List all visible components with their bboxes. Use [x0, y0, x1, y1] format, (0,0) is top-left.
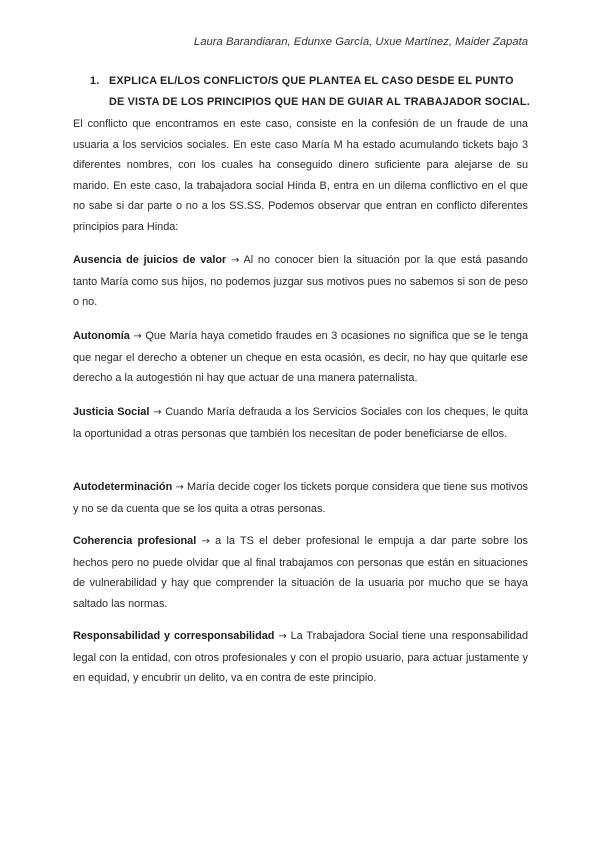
principle-term: Coherencia profesional	[73, 535, 197, 547]
authors-header: Laura Barandiaran, Edunxe García, Uxue Martínez, Maider Zapata	[193, 36, 528, 48]
principle-term: Autodeterminación	[73, 481, 173, 493]
principle-text: María decide coger los tickets porque considera que tiene sus motivos y no se da cuenta que se los quita a otras personas.	[73, 481, 528, 515]
arrow-icon: →	[175, 482, 184, 493]
arrow-icon: →	[230, 255, 240, 266]
arrow-icon: →	[133, 331, 142, 342]
principle-paragraph	[73, 477, 528, 519]
section-heading	[90, 71, 530, 113]
principle-term: Justicia Social	[73, 406, 150, 418]
principle-term: Responsabilidad y corresponsabilidad	[73, 630, 275, 642]
principle-term: Ausencia de juicios de valor	[73, 254, 227, 266]
principle-paragraph	[73, 531, 528, 614]
arrow-icon: →	[201, 536, 210, 547]
principle-text: Que María haya cometido fraudes en 3 ocasiones no significa que se le tenga que negar el derecho a obtener un cheque en esta ocasión, es decir, no hay que quitarle ese derecho a la autogestión ni hay que actuar de una manera paternalista.	[73, 330, 528, 385]
section-title: EXPLICA EL/LOS CONFLICTO/S QUE PLANTEA EL CASO DESDE EL PUNTO DE VISTA DE LOS PRINCIPIOS QUE HAN DE GUIAR AL TRABAJADOR SOCIAL.	[109, 75, 530, 108]
principle-text: Al no conocer bien la situación por la que está pasando tanto María como sus hijos, no podemos juzgar sus motivos pues no sabemos si son de peso o no.	[73, 254, 528, 309]
principle-text: Cuando María defrauda a los Servicios Sociales con los cheques, le quita la oportunidad a otras personas que también los necesitan de poder beneficiarse de ellos.	[73, 406, 529, 440]
arrow-icon: →	[153, 407, 162, 418]
principle-text: La Trabajadora Social tiene una responsabilidad legal con la entidad, con otros profesionales y con el propio usuario, para actuar justamente y en equidad, y encubrir un delito, va en contra de este principio.	[73, 630, 528, 685]
principle-paragraph	[73, 250, 528, 313]
principle-paragraph	[73, 402, 528, 444]
intro-paragraph: El conflicto que encontramos en este caso, consiste en la confesión de un fraude de una usuaria a los servicios sociales. En este caso María M ha estado acumulando tickets bajo 3 diferentes nombres, con los cuales ha conseguido dinero suficiente para alejarse de su marido. En este caso, la trabajadora social Hinda B, entra en un dilema conflictivo en el que no sabe si dar parte o no a los SS.SS. Podemos observar que entran en conflicto diferentes principios para Hinda:	[73, 118, 528, 233]
principle-paragraph	[73, 326, 528, 389]
principle-text: a la TS el deber profesional le empuja a dar parte sobre los hechos pero no puede olvidar que al final trabajamos con personas que están en situaciones de vulnerabilidad y hay que comprender la situación de la usuaria por mucho que se haya saltado las normas.	[73, 535, 528, 610]
principle-paragraph	[73, 626, 528, 689]
arrow-icon: →	[278, 631, 287, 642]
principle-term: Autonomía	[73, 330, 130, 342]
section-number: 1.	[90, 75, 100, 87]
